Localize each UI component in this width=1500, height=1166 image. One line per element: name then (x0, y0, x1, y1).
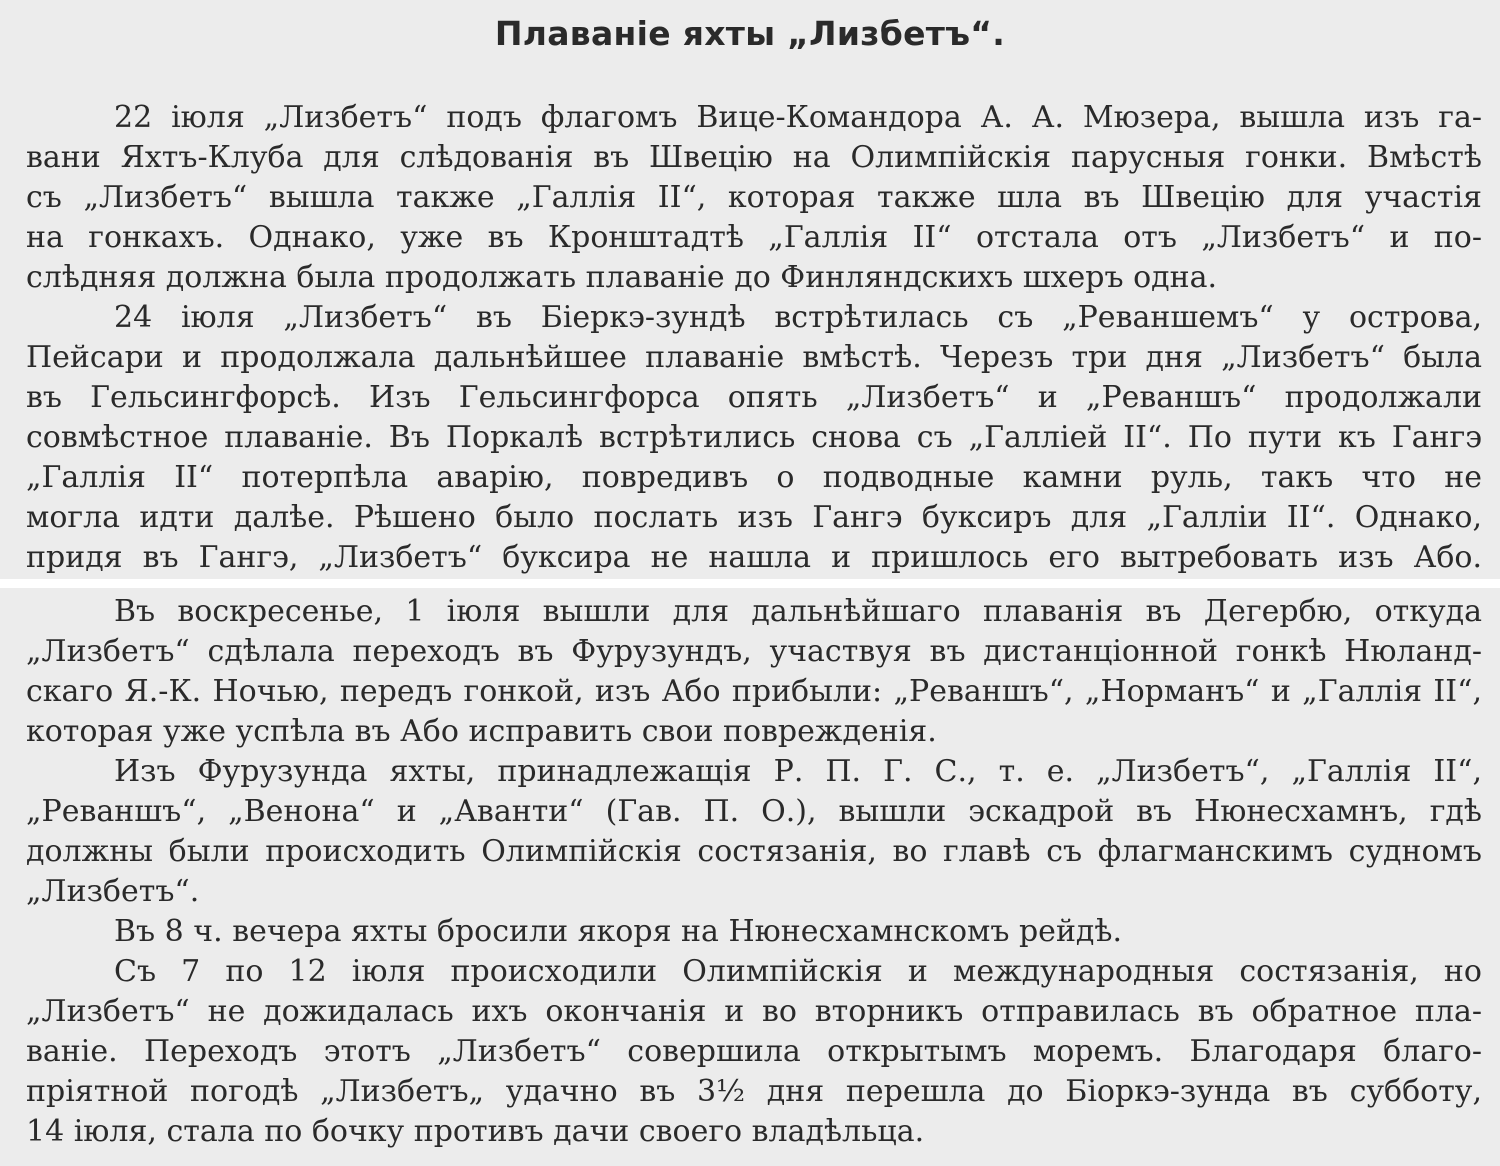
text-line: слѣдняя должна была продолжать плаванiе до Финляндскихъ шхеръ одна. (26, 260, 1218, 295)
text-line: скаго Я.-К. Ночью, передъ гонкой, изъ Або прибыли: „Реваншъ“, „Норманъ“ и „Галлiя II“, (26, 674, 1482, 709)
text-line: „Галлiя II“ потерпѣла аварiю, повредивъ о подводные камни руль, такъ что не (26, 460, 1482, 495)
text-line: ванiе. Переходъ этотъ „Лизбетъ“ совершила открытымъ моремъ. Благодаря благо- (26, 1034, 1482, 1069)
text-line: „Реваншъ“, „Венона“ и „Аванти“ (Гав. П. О.), вышли эскадрой въ Нюнесхамнъ, гдѣ (26, 794, 1482, 829)
text-line: Въ воскресенье, 1 iюля вышли для дальнѣйшаго плаванiя въ Дегербю, откуда (114, 594, 1482, 629)
text-line: совмѣстное плаванiе. Въ Поркалѣ встрѣтились снова съ „Галлiей II“. По пути къ Гангэ (26, 420, 1482, 455)
text-line: должны были происходить Олимпiйскiя состязанiя, во главѣ съ флагманскимъ судномъ (26, 834, 1482, 869)
text-line: Съ 7 по 12 iюля происходили Олимпiйскiя и международныя состязанiя, но (114, 954, 1482, 989)
text-line: вани Яхтъ-Клуба для слѣдованiя въ Швецiю на Олимпiйскiя парусныя гонки. Вмѣстѣ (26, 140, 1482, 175)
scan-fragment-bottom (0, 588, 1500, 1166)
fragment-divider (0, 579, 1500, 588)
text-line: прiятной погодѣ „Лизбетъ„ удачно въ 3½ дня перешла до Бiоркэ-зунда въ субботу, (26, 1074, 1482, 1109)
text-line: Изъ Фурузунда яхты, принадлежащiя Р. П. Г. С., т. е. „Лизбетъ“, „Галлiя II“, (114, 754, 1482, 789)
text-line: могла идти далѣе. Рѣшено было послать изъ Гангэ буксиръ для „Галлiи II“. Однако, (26, 500, 1482, 535)
scan-fragment-top (0, 0, 1500, 579)
text-line: 22 iюля „Лизбетъ“ подъ флагомъ Вице-Командора А. А. Мюзера, вышла изъ га- (114, 100, 1482, 135)
text-line: Пейсари и продолжала дальнѣйшее плаванiе вмѣстѣ. Черезъ три дня „Лизбетъ“ была (26, 340, 1482, 375)
text-line: 14 iюля, стала по бочку противъ дачи своего владѣльца. (26, 1114, 925, 1149)
text-line: въ Гельсингфорсѣ. Изъ Гельсингфорса опять „Лизбетъ“ и „Реваншъ“ продолжали (26, 380, 1482, 415)
text-line: съ „Лизбетъ“ вышла также „Галлiя II“, которая также шла въ Швецiю для участiя (26, 180, 1482, 215)
article-title: Плаванiе яхты „Лизбетъ“. (494, 14, 1006, 53)
text-line: на гонкахъ. Однако, уже въ Кронштадтѣ „Галлiя II“ отстала отъ „Лизбетъ“ и по- (26, 220, 1482, 255)
text-line: „Лизбетъ“ сдѣлала переходъ въ Фурузундъ, участвуя въ дистанцiонной гонкѣ Нюланд- (26, 634, 1482, 669)
text-line: „Лизбетъ“ не дожидалась ихъ окончанiя и во вторникъ отправилась въ обратное пла- (26, 994, 1482, 1029)
text-line: которая уже успѣла въ Або исправить свои поврежденiя. (26, 714, 937, 749)
text-line: Въ 8 ч. вечера яхты бросили якоря на Нюнесхамнскомъ рейдѣ. (114, 914, 1123, 949)
text-line: 24 iюля „Лизбетъ“ въ Бiеркэ-зундѣ встрѣтилась съ „Реваншемъ“ у острова, (114, 300, 1482, 335)
text-line: придя въ Гангэ, „Лизбетъ“ буксира не нашла и пришлось его вытребовать изъ Або. (26, 540, 1482, 575)
text-line: „Лизбетъ“. (26, 874, 200, 909)
